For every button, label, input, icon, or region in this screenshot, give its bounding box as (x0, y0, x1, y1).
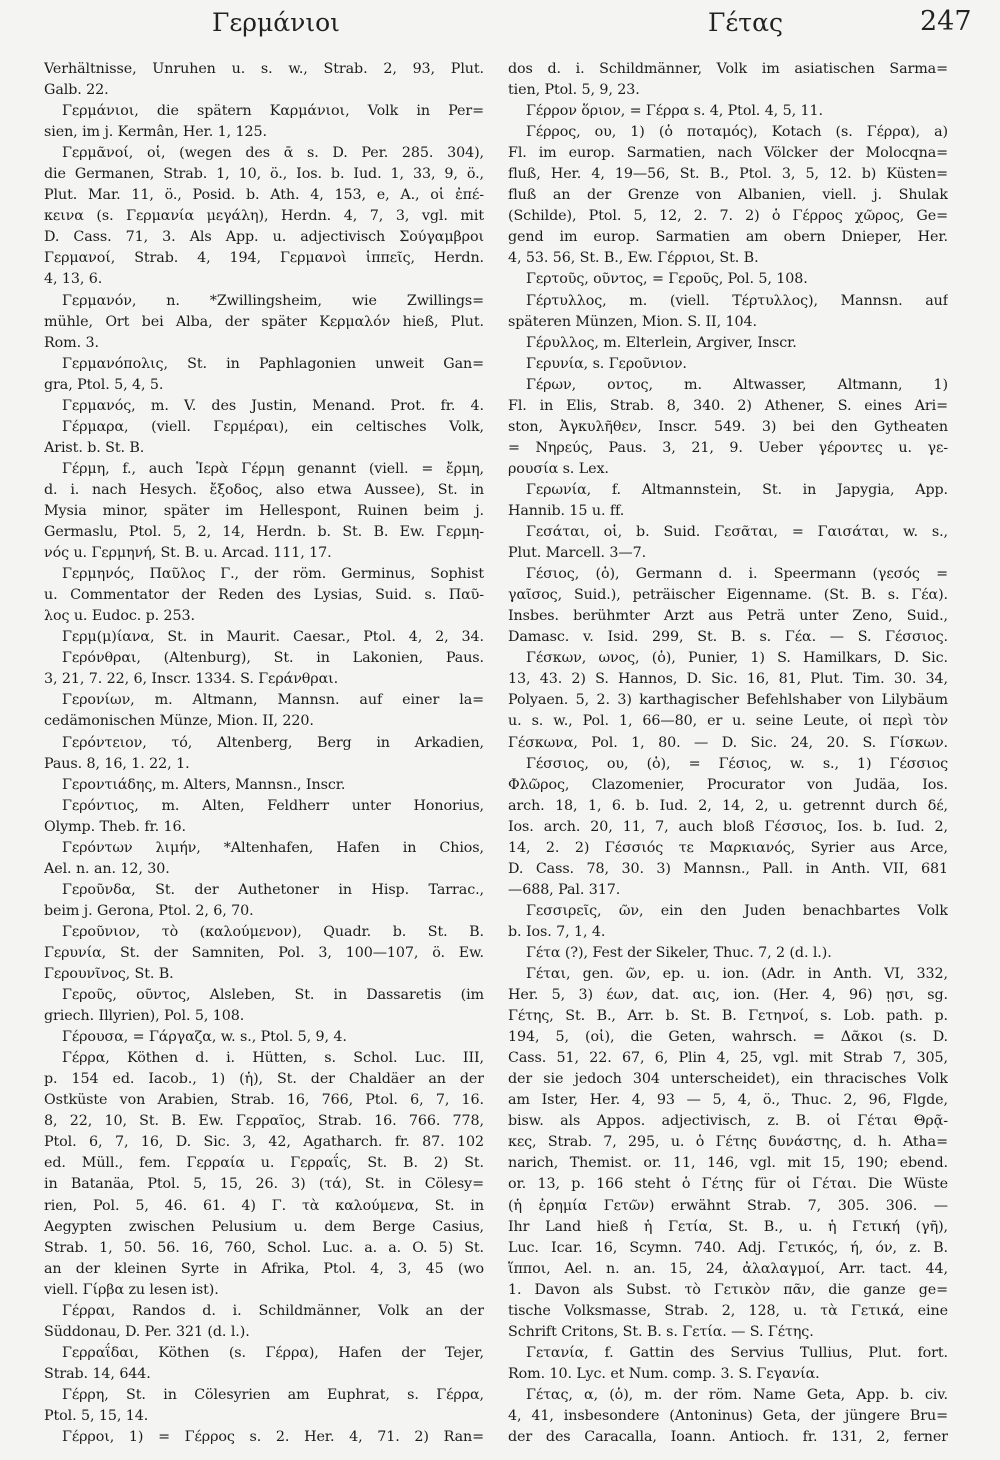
entry-line: Ostküste von Arabien, Strab. 16, 766, Ptol. 6, 7, 16. (44, 1092, 484, 1109)
entry-first-line: Γέρτυλλος, m. (viell. Τέρτυλλος), Mannsn. auf (526, 292, 948, 309)
entry-line: rien, Pol. 5, 46. 61. 4) Γ. τὰ καλούμενα, St. in (44, 1197, 484, 1214)
entry-line: ἵπποι, Ael. n. an. 15, 24, ἀλαλαγμοί, Arr. tact. 44, (508, 1260, 948, 1277)
entry-line: or. 13, p. 166 steht ὁ Γέτης für οἱ Γέται. Die Wüste (508, 1176, 948, 1193)
entry-line: (Schilde), Ptol. 5, 12, 2. 7. 2) ὁ Γέρρος χῶρος, Ge= (508, 208, 948, 225)
entry-line: Aegypten zwischen Pelusium u. dem Berge Casius, (44, 1218, 484, 1235)
entry-line: u. Commentator der Reden des Lysias, Suid. s. Παῦ- (44, 587, 484, 604)
entry-line: 194, 5, (οἱ), die Geten, wahrsch. = Δᾶκοι (s. D. (508, 1029, 948, 1046)
entry-line: ρουσία s. Lex. (508, 460, 609, 477)
entry-first-line: Γερτοῦς, οῦντος, = Γεροῦς, Pol. 5, 108. (526, 271, 808, 288)
entry-line: Schrift Critons, St. B. s. Γετία. — S. Γέτης. (508, 1323, 814, 1340)
entry-line: narich, Themist. or. 11, 146, vgl. mit 15, 190; ebend. (508, 1155, 948, 1172)
entry-first-line: Γέσσιος, ου, (ὁ), = Γέσιος, w. s., 1) Γέσσιος (526, 755, 948, 772)
entry-line: D. Cass. 78, 30. 3) Mannsn., Pall. in Anth. VII, 681 (508, 860, 948, 877)
entry-line: Cass. 51, 22. 67, 6, Plin 4, 25, vgl. mit Strab 7, 305, (508, 1050, 948, 1067)
entry-line: u. s. w., Pol. 1, 66—80, er u. seine Leute, οἱ περὶ τὸν (508, 713, 948, 730)
entry-line: Strab. 1, 50. 56. 16, 760, Schol. Luc. a. a. O. 5) St. (44, 1239, 484, 1256)
entry-line: Strab. 14, 644. (44, 1365, 151, 1382)
entry-first-line: Γεροῦνδα, St. der Authetoner in Hisp. Tarrac., (62, 881, 484, 898)
entry-line: mühle, Ort bei Alba, der später Κερμαλόν hieß, Plut. (44, 313, 484, 330)
entry-line: 4, 13, 6. (44, 271, 103, 288)
entry-line: (ἡ ἐρημία Γετῶν) erwähnt Strab. 7, 305. 306. — (508, 1197, 948, 1214)
entry-line: Ihr Land hieß ἡ Γετία, St. B., u. ἡ Γετική (γῆ), (508, 1218, 948, 1235)
entry-first-line: Γέτας, α, (ὁ), m. der röm. Name Geta, App. b. civ. (526, 1386, 948, 1403)
entry-line: Polyaen. 5, 2. 3) karthagischer Befehlshaber von Lilybäum (508, 692, 948, 709)
entry-first-line: Γέρμη, f., auch Ἱερὰ Γέρμη genannt (viell. = ἔρμη, (62, 460, 484, 477)
entry-line: 4, 53. 56, St. B., Ew. Γέρριοι, St. B. (508, 250, 759, 267)
entry-line: Rom. 3. (44, 334, 99, 351)
entry-first-line: Γέρραι, Randos d. i. Schildmänner, Volk an der (62, 1302, 484, 1319)
entry-first-line: Γερμανόπολις, St. in Paphlagonien unweit Gan= (62, 355, 484, 372)
entry-line: Ptol. 5, 15, 14. (44, 1408, 149, 1424)
entry-line: 1. Davon als Subst. τὸ Γετικὸν πᾶν, die ganze ge= (508, 1281, 948, 1298)
entry-line: p. 154 ed. Iacob., 1) (ἡ), St. der Chaldäer an der (44, 1071, 484, 1088)
entry-line: Plut. Marcell. 3—7. (508, 545, 647, 562)
entry-first-line: Γερμᾶνοί, οἱ, (wegen des ᾱ s. D. Per. 285. 304), (62, 145, 484, 162)
entry-first-line: Γεροῦς, οῦντος, Alsleben, St. in Dassaretis (im (62, 987, 484, 1004)
entry-line: b. Ios. 7, 1, 4. (508, 923, 606, 940)
entry-line: κες, Strab. 7, 295, u. ὁ Γέτης δυνάστης, d. h. Atha= (508, 1134, 948, 1151)
entry-line: Γέτης, St. B., Arr. b. St. B. Γετηνοί, s. Lob. path. p. (508, 1008, 948, 1025)
entry-line: späteren Münzen, Mion. S. II, 104. (508, 313, 757, 330)
entry-line: in Batanäa, Ptol. 5, 15, 26. 3) (τά), St. in Cölesy= (44, 1176, 484, 1193)
entry-line: κεινα (s. Γερμανία μεγάλη), Herdn. 4, 7, 3, vgl. mit (44, 208, 484, 225)
entry-line: Plut. Mar. 11, ö., Posid. b. Ath. 4, 153, e, A., οἱ ἐπέ- (44, 187, 484, 204)
entry-first-line: Γέτα (?), Fest der Sikeler, Thuc. 7, 2 (d. l.). (526, 944, 832, 961)
entry-line: Rom. 10. Lyc. et Num. comp. 3. S. Γεγανία. (508, 1365, 820, 1382)
entry-first-line: Γερμανός, m. V. des Justin, Menand. Prot. fr. 4. (62, 397, 484, 414)
entry-first-line: Γεσάται, οἱ, b. Suid. Γεσᾶται, = Γαισάται, w. s., (526, 524, 948, 541)
entry-first-line: Γερραΐδαι, Köthen (s. Γέρρα), Hafen der Tejer, (62, 1344, 484, 1361)
entry-first-line: Γέρροι, 1) = Γέρρος s. 2. Her. 4, 71. 2) Ran= (62, 1429, 484, 1446)
entry-first-line: Γέσιος, (ὁ), Germann d. i. Speermann (γεσός = (526, 566, 948, 583)
entry-line: Γερυνία, St. der Samniten, Pol. 3, 100—107, ö. Ew. (44, 944, 484, 961)
entry-line: viell. Γίρβα zu lesen ist). (44, 1281, 219, 1298)
entry-first-line: Γέρρος, ου, 1) (ὁ ποταμός), Kotach (s. Γέρρα), a) (526, 124, 948, 141)
entry-first-line: Γέρμαρα, (viell. Γερμέραι), ein celtisches Volk, (62, 418, 484, 435)
entry-line: Galb. 22. (44, 82, 109, 99)
entry-line: bisw. als Appos. adjectivisch, z. B. οἱ Γέται Θρᾷ- (508, 1113, 948, 1130)
entry-line: Mysia minor, später im Hellespont, Ruinen beim j. (44, 502, 484, 519)
entry-line: ed. Müll., fem. Γερραία u. Γερραΐς, St. B. 2) St. (44, 1155, 484, 1172)
right-column (508, 59, 948, 1448)
entry-first-line: Γερόντιος, m. Alten, Feldherr unter Honorius, (62, 797, 484, 814)
entry-line: Paus. 8, 16, 1. 22, 1. (44, 755, 190, 772)
entry-line: —688, Pal. 317. (508, 881, 621, 898)
entry-line: Γέσκωνα, Pol. 1, 80. — D. Sic. 24, 20. S. Γίσκων. (508, 734, 948, 751)
entry-line: Her. 5, 3) έων, dat. αις, ion. (Her. 4, 96) ῃσι, sg. (508, 987, 948, 1004)
entry-line: ston, Ἀγκυλῆθεν, Inscr. 549. 3) bei den Gytheaten (508, 418, 948, 435)
entry-line: Ptol. 6, 7, 16, D. Sic. 3, 42, Agatharch. fr. 87. 102 (44, 1134, 484, 1151)
entry-line: an der kleinen Syrte in Afrika, Ptol. 4, 3, 45 (wo (44, 1260, 484, 1277)
entry-first-line: Γέσκων, ωνος, (ὁ), Punier, 1) S. Hamilkars, D. Sic. (526, 650, 948, 667)
entry-line: fluß, Her. 4, 19—56, St. B., Ptol. 3, 5, 12. b) Küsten= (508, 166, 948, 183)
entry-line: sien, im j. Kermân, Her. 1, 125. (44, 124, 267, 141)
entry-first-line: Γερωνία, f. Altmannstein, St. in Japygia, App. (526, 481, 948, 498)
entry-line: 13, 43. 2) S. Hannos, D. Sic. 16, 81, Plut. Tim. 30. 34, (508, 671, 948, 688)
entry-line: D. Cass. 71, 3. Als App. u. adjectivisch Σούγαμβροι (44, 229, 484, 246)
entry-first-line: Γέρων, οντος, m. Altwasser, Altmann, 1) (526, 376, 948, 393)
entry-line: Hannib. 15 u. ff. (508, 502, 625, 519)
entry-line: Verhältnisse, Unruhen u. s. w., Strab. 2, 93, Plut. (44, 61, 484, 77)
left-column (44, 59, 484, 1448)
entry-first-line: Γεροῦνιον, τὸ (καλούμενον), Quadr. b. St. B. (62, 923, 484, 940)
entry-line: griech. Illyrien), Pol. 5, 108. (44, 1008, 245, 1025)
entry-first-line: Γερυνία, s. Γεροῦνιον. (526, 355, 687, 372)
entry-line: Luc. Icar. 16, Scymn. 740. Adj. Γετικός, ή, όν, z. B. (508, 1239, 948, 1256)
entry-line: Ios. arch. 20, 11, 7, auch bloß Γέσσιος, Ios. b. Iud. 2, (508, 818, 948, 835)
entry-line: gend im europ. Sarmatien am obern Dnieper, Her. (508, 229, 948, 246)
entry-first-line: Γερόντων λιμήν, *Altenhafen, Hafen in Chios, (62, 839, 484, 856)
entry-first-line: Γέται, gen. ῶν, ep. u. ion. (Adr. in Anth. VI, 332, (526, 966, 948, 983)
entry-line: arch. 18, 1, 6. b. Iud. 2, 14, 2, u. getrennt durch δέ, (508, 797, 948, 814)
entry-line: 8, 22, 10, St. B. Ew. Γερραῖος, Strab. 16. 766. 778, (44, 1113, 484, 1130)
entry-first-line: Γερμανόν, n. *Zwillingsheim, wie Zwillings= (62, 292, 484, 309)
entry-line: λος u. Eudoc. p. 253. (44, 608, 195, 625)
entry-first-line: Γερμηνός, Παῦλος Γ., der röm. Germinus, Sophist (62, 566, 484, 583)
entry-line: 14, 2. 2) Γέσσιός τε Μαρκιανός, Syrier aus Arce, (508, 839, 948, 856)
entry-line: d. i. nach Hesych. ἔξοδος, also etwa Aussee), St. in (44, 481, 484, 498)
entry-line: = Νηρεύς, Paus. 3, 21, 9. Ueber γέροντες u. γε- (508, 439, 948, 456)
entry-line: Arist. b. St. B. (44, 439, 145, 456)
entry-first-line: Γεσσιρεῖς, ῶν, ein den Juden benachbartes Volk (526, 902, 948, 919)
entry-first-line: Γεροντιάδης, m. Alters, Mannsn., Inscr. (62, 776, 346, 793)
entry-line: gra, Ptol. 5, 4, 5. (44, 376, 164, 393)
entry-line: Germaslu, Ptol. 5, 2, 14, Herdn. b. St. B. Ew. Γερμη- (44, 524, 484, 541)
entry-first-line: Γερονίων, m. Altmann, Mannsn. auf einer la= (62, 692, 484, 709)
running-head-left: Γερμάνιοι (212, 8, 340, 37)
entry-line: Γερμανοί, Strab. 4, 194, Γερμανοὶ ἱππεῖς, Herdn. (44, 250, 484, 267)
entry-first-line: Γερόνθραι, (Altenburg), St. in Lakonien, Paus. (62, 650, 484, 667)
entry-line: Olymp. Theb. fr. 16. (44, 818, 186, 835)
entry-line: Süddonau, D. Per. 321 (d. l.). (44, 1323, 250, 1340)
entry-line: 3, 21, 7. 22, 6, Inscr. 1334. S. Γεράνθραι. (44, 671, 339, 688)
entry-line: 4, 41, insbesondere (Antoninus) Geta, der jüngere Bru= (508, 1408, 948, 1424)
entry-first-line: Γερόντειον, τό, Altenberg, Berg in Arkadien, (62, 734, 484, 751)
entry-first-line: Γετανία, f. Gattin des Servius Tullius, Plut. fort. (526, 1344, 948, 1361)
entry-first-line: Γέρουσα, = Γάργαζα, w. s., Ptol. 5, 9, 4. (62, 1029, 347, 1046)
entry-line: Γερουνῖνος, St. B. (44, 966, 174, 983)
entry-line: cedämonischen Münze, Mion. II, 220. (44, 713, 314, 730)
entry-line: Fl. im europ. Sarmatien, nach Völcker der Molocqna= (508, 145, 948, 162)
entry-line: fluß an der Grenze von Albanien, viell. j. Shulak (508, 187, 948, 204)
running-head-right: Γέτας (708, 8, 784, 37)
entry-first-line: Γέρρον ὅριον, = Γέρρα s. 4, Ptol. 4, 5, 11. (526, 103, 823, 120)
page-number: 247 (920, 6, 972, 37)
entry-first-line: Γέρυλλος, m. Elterlein, Argiver, Inscr. (526, 334, 797, 351)
entry-line: dos d. i. Schildmänner, Volk im asiatischen Sarma= (508, 61, 948, 77)
entry-line: Ael. n. an. 12, 30. (44, 860, 170, 877)
entry-line: γαῖσος, Suid.), peträischer Eigenname. (St. B. s. Γέα). (508, 587, 948, 604)
entry-line: νός u. Γερμηνή, St. B. u. Arcad. 111, 17. (44, 545, 332, 562)
entry-line: tische Volksmasse, Strab. 2, 128, u. τὰ Γετικά, eine (508, 1302, 948, 1319)
entry-line: tien, Ptol. 5, 9, 23. (508, 82, 640, 99)
entry-first-line: Γέρρα, Köthen d. i. Hütten, s. Schol. Luc. III, (62, 1050, 484, 1067)
entry-first-line: Γερμ(μ)ίανα, St. in Maurit. Caesar., Ptol. 4, 2, 34. (62, 629, 484, 646)
entry-line: beim j. Gerona, Ptol. 2, 6, 70. (44, 902, 254, 919)
entry-line: der des Caracalla, Ioann. Antioch. fr. 131, 2, ferner (508, 1429, 948, 1446)
entry-line: Insbes. berühmter Arzt aus Peträ unter Zeno, Suid., (508, 608, 948, 625)
entry-line: Fl. in Elis, Strab. 8, 340. 2) Athener, S. eines Ari= (508, 397, 948, 414)
entry-first-line: Γερμάνιοι, die spätern Καρμάνιοι, Volk in Per= (62, 103, 484, 120)
entry-line: Damasc. v. Isid. 299, St. B. s. Γέα. — S. Γέσσιος. (508, 629, 948, 646)
entry-line: der sie jedoch 304 unterscheidet), ein thracisches Volk (508, 1071, 948, 1088)
entry-line: Φλῶρος, Clazomenier, Procurator von Judäa, Ios. (508, 776, 948, 793)
entry-line: am Ister, Her. 4, 93 — 5, 4, ö., Thuc. 2, 96, Flgde, (508, 1092, 948, 1109)
entry-line: die Germanen, Strab. 1, 10, ö., Ios. b. Iud. 1, 33, 9, ö., (44, 166, 484, 183)
entry-first-line: Γέρρη, St. in Cölesyrien am Euphrat, s. Γέρρα, (62, 1386, 484, 1403)
